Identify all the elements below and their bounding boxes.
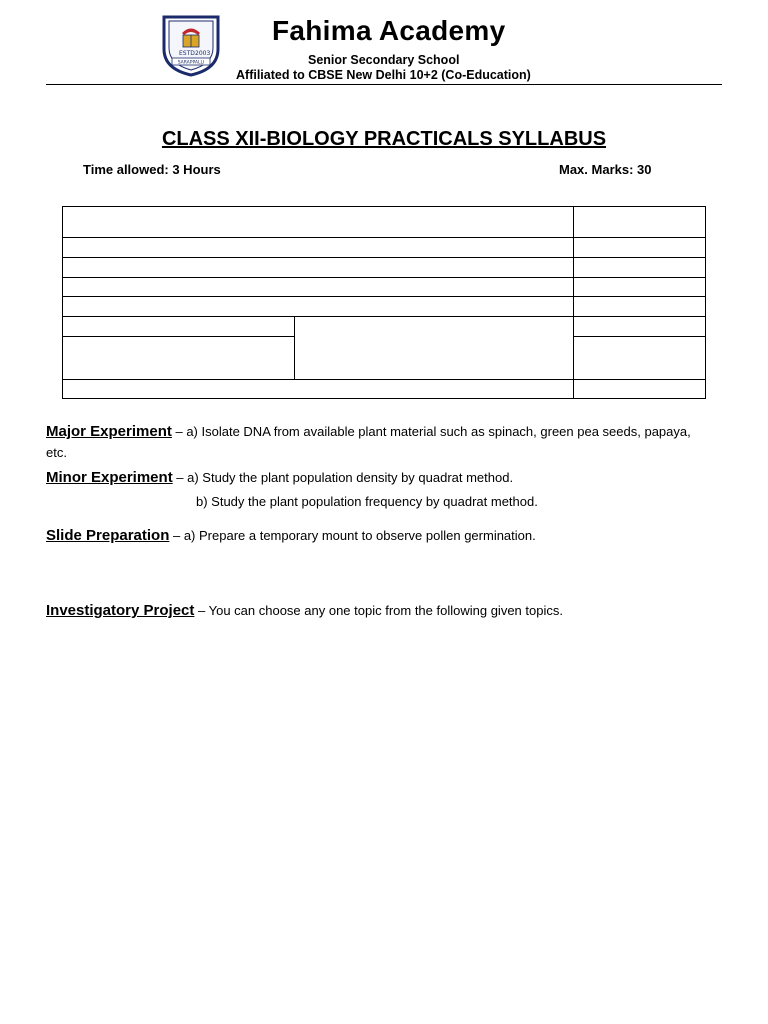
table-row-line: [62, 296, 706, 297]
table-row-line: [62, 237, 706, 238]
school-affiliation: Affiliated to CBSE New Delhi 10+2 (Co-Education): [236, 68, 531, 82]
header-divider: [46, 84, 722, 85]
slide-preparation-label: Slide Preparation: [46, 527, 170, 544]
logo-banner: SARAPPALLI: [177, 60, 205, 66]
school-crest-icon: [160, 13, 222, 77]
logo-estd: ESTD: [179, 50, 195, 57]
table-row-line: [574, 336, 706, 337]
major-experiment: [46, 421, 706, 463]
minor-experiment-label: Minor Experiment: [46, 469, 173, 486]
table-border-top: [62, 206, 706, 207]
investigatory-project-text: – You can choose any one topic from the following given topics.: [194, 603, 563, 618]
table-row-line: [62, 379, 706, 380]
table-subcell-divider: [294, 316, 295, 379]
slide-preparation-text: – a) Prepare a temporary mount to observe pollen germination.: [169, 528, 536, 543]
table-row-line: [62, 257, 706, 258]
table-row-line: [62, 316, 706, 317]
minor-experiment-text-a: – a) Study the plant population density by quadrat method.: [172, 470, 514, 485]
table-row-line: [62, 277, 706, 278]
page-title: CLASS XII-BIOLOGY PRACTICALS SYLLABUS: [161, 128, 607, 150]
table-border-right: [705, 206, 706, 399]
school-name: Fahima Academy: [272, 15, 506, 46]
table-column-divider: [573, 206, 574, 399]
marks-table: [62, 206, 706, 399]
table-border-left: [62, 206, 63, 399]
school-subtitle: Senior Secondary School: [308, 53, 460, 67]
investigatory-project-label: Investigatory Project: [46, 602, 195, 619]
header: [0, 0, 768, 90]
slide-preparation: [46, 525, 706, 546]
major-experiment-text: – a) Isolate DNA from available plant material such as spinach, green pea seeds, papaya, etc.: [46, 424, 691, 460]
minor-experiment-text-b: b) Study the plant population frequency by quadrat method.: [196, 494, 538, 509]
time-allowed: Time allowed: 3 Hours: [83, 162, 221, 177]
minor-experiment: [46, 467, 706, 488]
investigatory-project: [46, 600, 706, 621]
logo-year: 2003: [195, 50, 211, 57]
table-border-bottom: [62, 398, 706, 399]
major-experiment-label: Major Experiment: [46, 423, 172, 440]
table-row-line: [62, 336, 295, 337]
max-marks: Max. Marks: 30: [559, 162, 652, 177]
